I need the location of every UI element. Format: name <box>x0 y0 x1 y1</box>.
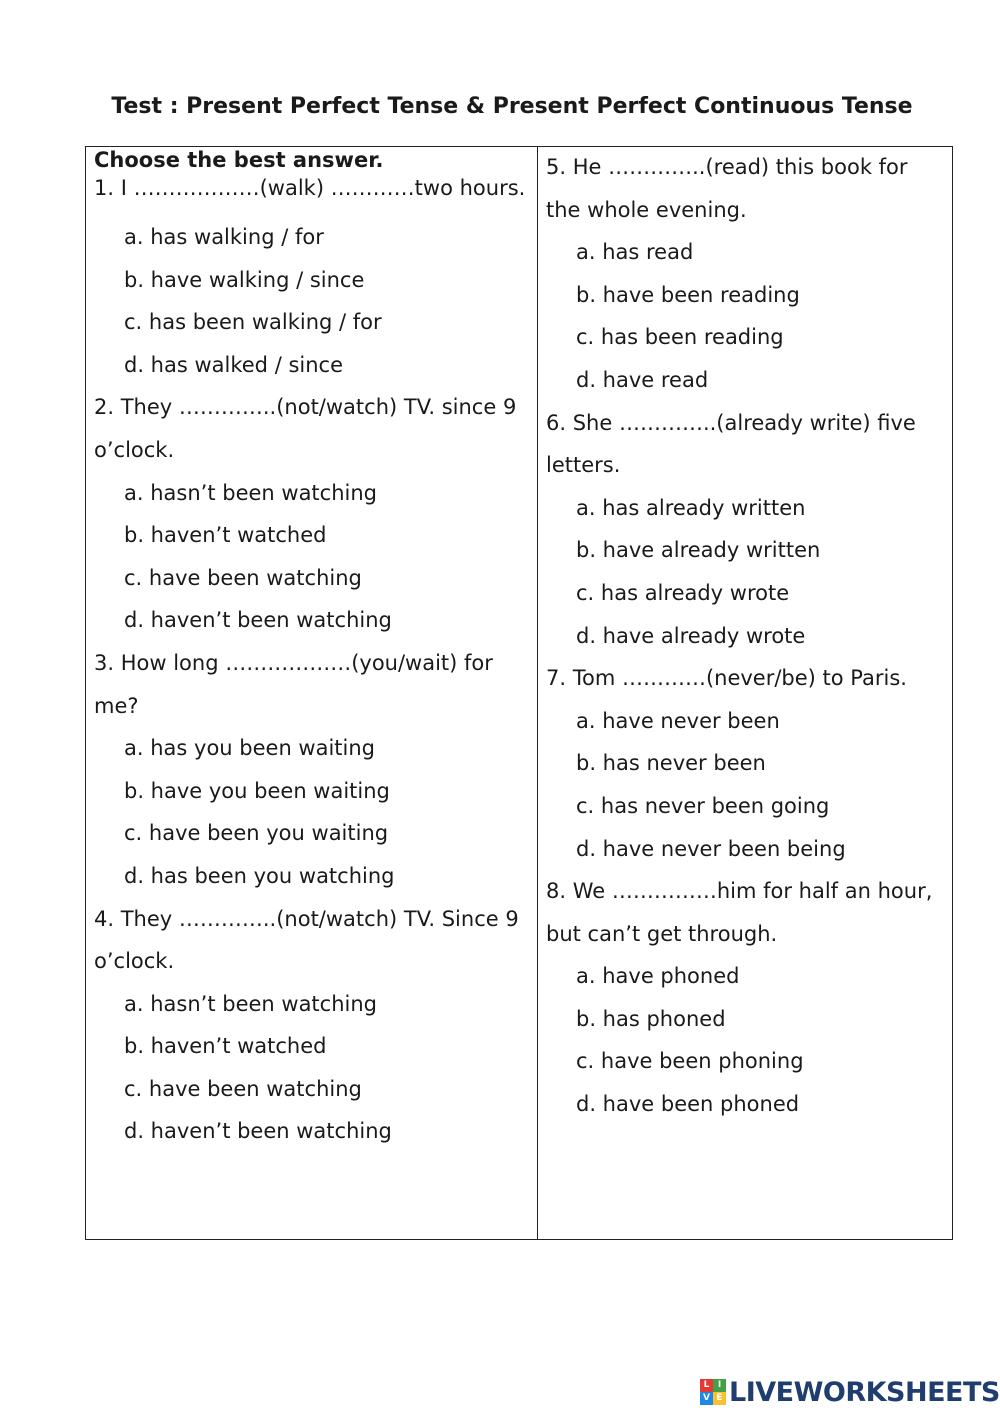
question-block <box>94 174 530 386</box>
left-question-list <box>94 174 530 1153</box>
answer-option: b. have already written <box>576 538 821 563</box>
question-stem: 3. How long ………………(you/wait) for me? <box>94 650 493 718</box>
answer-option: c. have been watching <box>124 565 362 590</box>
question-block <box>94 386 530 642</box>
question-stem: 1. I ………………(walk) …………two hours. <box>94 176 526 200</box>
answer-option: d. haven’t been watching <box>124 1119 392 1144</box>
right-question-list <box>546 146 946 1126</box>
answer-option: d. have been phoned <box>576 1092 800 1117</box>
logo-mark-letter: L <box>700 1379 713 1392</box>
answer-option: c. has been reading <box>576 325 784 350</box>
answer-option: d. has been you watching <box>124 863 395 888</box>
question-stem: 8. We ……………him for half an hour, but can’t get through. <box>546 879 933 946</box>
answer-option: b. have been reading <box>576 282 800 307</box>
answer-option: b. haven’t watched <box>124 523 327 548</box>
logo-mark-icon <box>700 1379 726 1405</box>
question-block <box>546 402 946 658</box>
answer-option: d. have read <box>576 367 709 392</box>
question-stem: 2. They …………..(not/watch) TV. since 9 o’clock. <box>94 395 517 462</box>
logo-mark-letter: V <box>700 1392 713 1405</box>
answer-option: a. have phoned <box>576 964 740 989</box>
column-divider <box>537 146 538 1240</box>
answer-option: b. has never been <box>576 751 766 776</box>
question-block <box>546 870 946 1126</box>
answer-option: b. have walking / since <box>124 267 365 292</box>
logo-mark-letter: E <box>713 1392 726 1405</box>
answer-option: d. have never been being <box>576 836 846 861</box>
answer-option: a. has already written <box>576 495 806 520</box>
answer-option: b. haven’t watched <box>124 1034 327 1059</box>
instruction-heading: Choose the best answer. <box>94 148 384 172</box>
answer-option: c. have been phoning <box>576 1049 804 1074</box>
right-column <box>546 146 946 1126</box>
answer-option: a. hasn’t been watching <box>124 991 377 1016</box>
answer-option: a. has read <box>576 240 694 265</box>
answer-option: a. has walking / for <box>124 225 324 249</box>
question-stem: 5. He …………..(read) this book for the whole evening. <box>546 155 908 222</box>
answer-option: d. have already wrote <box>576 623 806 648</box>
answer-option: a. hasn’t been watching <box>124 480 377 505</box>
question-block <box>94 898 530 1154</box>
answer-option: a. have never been <box>576 708 780 733</box>
question-stem: 7. Tom …………(never/be) to Paris. <box>546 666 907 691</box>
logo-mark-letter: I <box>713 1379 726 1392</box>
answer-option: c. have been watching <box>124 1076 362 1101</box>
answer-option: b. has phoned <box>576 1006 726 1031</box>
answer-option: c. has been walking / for <box>124 310 382 335</box>
liveworksheets-logo <box>700 1376 1000 1408</box>
answer-option: d. haven’t been watching <box>124 608 392 633</box>
answer-option: c. have been you waiting <box>124 821 389 846</box>
answer-option: c. has never been going <box>576 793 830 818</box>
question-block <box>546 146 946 402</box>
question-stem: 6. She …………..(already write) five letters. <box>546 410 916 478</box>
answer-option: b. have you been waiting <box>124 778 390 803</box>
question-block <box>94 642 530 898</box>
answer-option: d. has walked / since <box>124 352 343 377</box>
page-title: Test : Present Perfect Tense & Present Perfect Continuous Tense <box>111 94 913 119</box>
answer-option: a. has you been waiting <box>124 736 376 761</box>
answer-option: c. has already wrote <box>576 580 790 605</box>
question-stem: 4. They …………..(not/watch) TV. Since 9 o’clock. <box>94 906 519 974</box>
left-column <box>94 146 530 1153</box>
logo-text: LIVEWORKSHEETS <box>729 1376 1000 1408</box>
question-block <box>546 657 946 870</box>
